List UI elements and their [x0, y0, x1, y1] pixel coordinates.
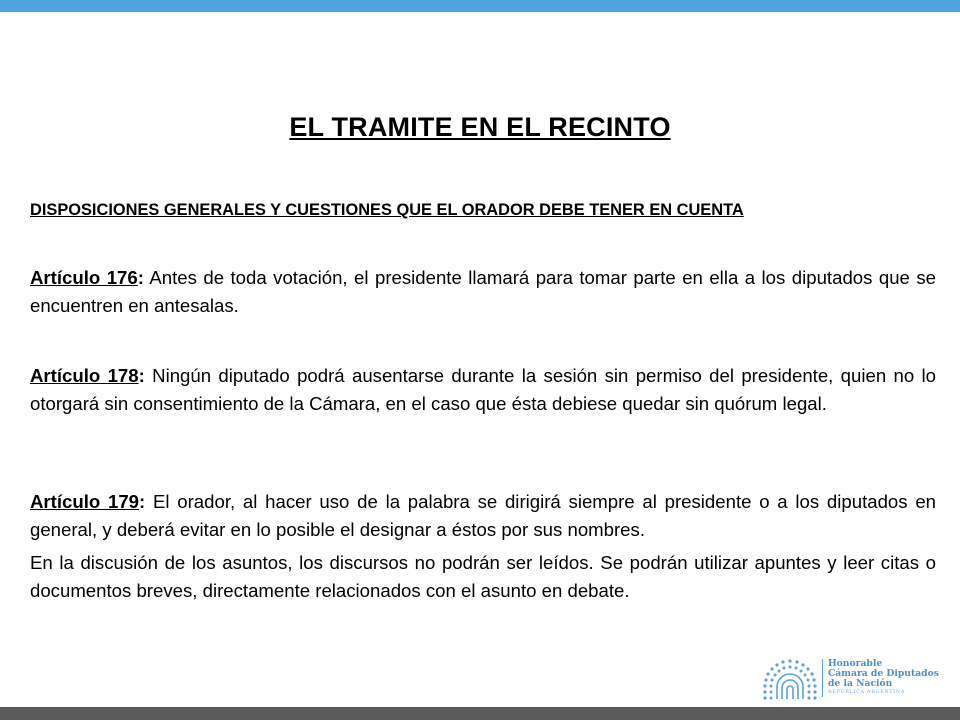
- top-accent-bar: [0, 0, 960, 12]
- article-179-heading: [30, 491, 145, 512]
- slide-subtitle: DISPOSICIONES GENERALES Y CUESTIONES QUE EL ORADOR DEBE TENER EN CUENTA: [30, 201, 744, 219]
- article-178-colon: :: [138, 365, 145, 386]
- hcdn-logo: [760, 655, 939, 703]
- logo-line-1: Honorable: [828, 658, 883, 669]
- logo-line-3: de la Nación: [828, 678, 893, 689]
- debate-paragraph: En la discusión de los asuntos, los discursos no podrán ser leídos. Se podrán utilizar apuntes y leer citas o documentos breves, directamente relacionados con el asunto en debate.: [30, 552, 936, 601]
- article-176-label: Artículo 176: [30, 267, 138, 288]
- article-176-colon: :: [137, 267, 144, 288]
- logo-line-2: Cámara de Diputados: [828, 668, 939, 679]
- article-179-text: El orador, al hacer uso de la palabra se dirigirá siempre al presidente o a los diputados en general, y deberá evitar en lo posible el designar a éstos por sus nombres.: [30, 491, 936, 540]
- article-179-colon: :: [139, 491, 146, 512]
- logo-divider: [822, 659, 823, 697]
- article-179-label: Artículo 179: [30, 491, 140, 512]
- logo-wordmark: [828, 658, 939, 696]
- article-176-heading: [30, 267, 144, 288]
- article-179-paragraph: [30, 488, 936, 544]
- congress-dome-icon: [760, 655, 820, 703]
- slide-title: EL TRAMITE EN EL RECINTO: [289, 112, 671, 142]
- article-176-text: Antes de toda votación, el presidente llamará para tomar parte en ella a los diputados que se encuentren en antesalas.: [30, 267, 937, 316]
- logo-line-4: REPÚBLICA ARGENTINA: [828, 689, 905, 695]
- article-178-label: Artículo 178: [30, 365, 139, 386]
- article-178-paragraph: [30, 362, 936, 418]
- article-176-paragraph: [30, 264, 936, 320]
- bottom-footer-bar: [0, 707, 960, 720]
- article-178-heading: [30, 365, 145, 386]
- article-178-text: Ningún diputado podrá ausentarse durante la sesión sin permiso del presidente, quien no lo otorgará sin consentimiento de la Cámara, en el caso que ésta debiese quedar sin quórum legal.: [30, 365, 936, 414]
